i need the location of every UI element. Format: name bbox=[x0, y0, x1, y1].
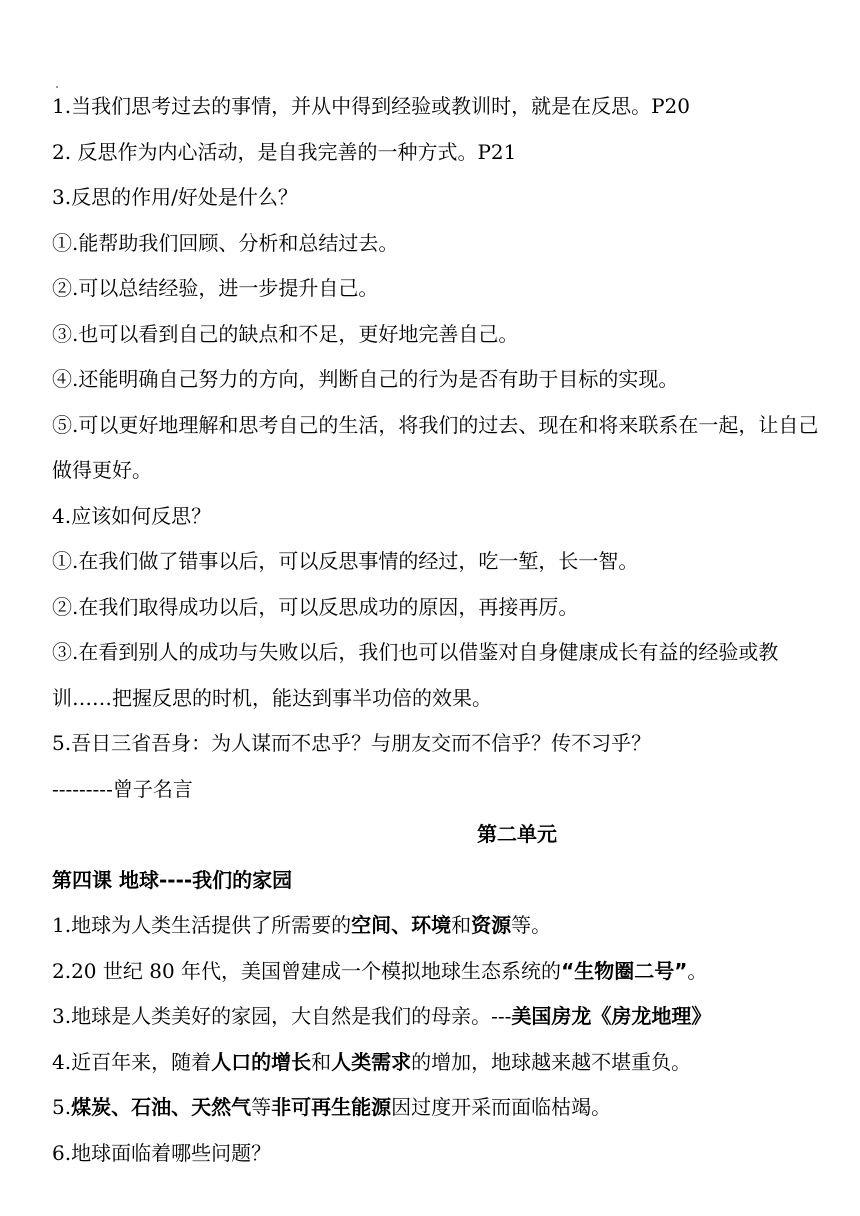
text-line bbox=[52, 994, 822, 1040]
bold-term: 人类需求 bbox=[331, 1049, 412, 1074]
unit-title: 第二单元 bbox=[477, 822, 557, 846]
text-line: ①.能帮助我们回顾、分析和总结过去。 bbox=[52, 230, 399, 255]
text-line: ②.可以总结经验，进一步提升自己。 bbox=[52, 276, 379, 300]
text-line: 1.当我们思考过去的事情，并从中得到经验或教训时，就是在反思。P20 bbox=[52, 94, 690, 118]
bold-term: 空间、环境 bbox=[351, 913, 452, 937]
text-line: 2. 反思作为内心活动，是自我完善的一种方式。P21 bbox=[52, 139, 517, 164]
text-span: 因过度开采而面临枯竭。 bbox=[391, 1095, 612, 1119]
text-line bbox=[52, 1040, 822, 1086]
text-line bbox=[52, 903, 822, 949]
text-span: 5. bbox=[52, 1095, 72, 1119]
bold-term: 人口的增长 bbox=[211, 1049, 312, 1074]
text-span: 等 bbox=[251, 1095, 272, 1119]
text-line: ②.在我们取得成功以后，可以反思成功的原因，再接再厉。 bbox=[52, 594, 579, 619]
bold-term: 煤炭、石油、天然气 bbox=[71, 1095, 252, 1119]
text-span: 。 bbox=[687, 958, 708, 983]
bold-term: 美国房龙《房龙地理》 bbox=[511, 1004, 712, 1028]
document-page bbox=[52, 84, 822, 1176]
text-line bbox=[52, 949, 822, 995]
text-span: 2.20 世纪 80 年代，美国曾建成一个模拟地球生态系统的 bbox=[52, 958, 562, 983]
text-span: 1.地球为人类生活提供了所需要的 bbox=[52, 913, 352, 937]
text-span: 的增加，地球越来越不堪重负。 bbox=[411, 1049, 692, 1074]
text-line: 6.地球面临着哪些问题？ bbox=[52, 1140, 272, 1165]
text-line: 4.应该如何反思？ bbox=[52, 503, 212, 528]
text-line: ①.在我们做了错事以后，可以反思事情的经过，吃一堑，长一智。 bbox=[52, 549, 639, 573]
bold-term: 非可再生能源 bbox=[271, 1095, 392, 1119]
bold-term: “生物圈二号” bbox=[561, 958, 688, 983]
text-line: ④.还能明确自己努力的方向，判断自己的行为是否有助于目标的实现。 bbox=[52, 367, 679, 391]
text-line: ③.也可以看到自己的缺点和不足，更好地完善自己。 bbox=[52, 321, 519, 346]
text-paragraph: ⑤.可以更好地理解和思考自己的生活，将我们的过去、现在和将来联系在一起，让自己做得更好。 bbox=[52, 412, 819, 482]
text-line: 5.吾日三省吾身：为人谋而不忠乎？与朋友交而不信乎？传不习乎？ bbox=[52, 731, 652, 755]
bold-term: 资源 bbox=[471, 913, 512, 937]
lesson-title: 第四课 地球----我们的家园 bbox=[52, 867, 293, 892]
text-line bbox=[52, 1085, 822, 1131]
text-span: 和 bbox=[451, 913, 472, 937]
quote-attribution: ---------曾子名言 bbox=[52, 776, 193, 801]
text-span: 等。 bbox=[511, 913, 552, 937]
text-line: 3.反思的作用/好处是什么？ bbox=[52, 185, 298, 209]
text-span: 4.近百年来，随着 bbox=[52, 1049, 212, 1074]
text-span: 和 bbox=[311, 1049, 332, 1074]
text-span: 3.地球是人类美好的家园，大自然是我们的母亲。--- bbox=[52, 1004, 512, 1028]
text-paragraph: ③.在看到别人的成功与失败以后，我们也可以借鉴对自身健康成长有益的经验或教训……把握反思的时机，能达到事半功倍的效果。 bbox=[52, 640, 779, 710]
